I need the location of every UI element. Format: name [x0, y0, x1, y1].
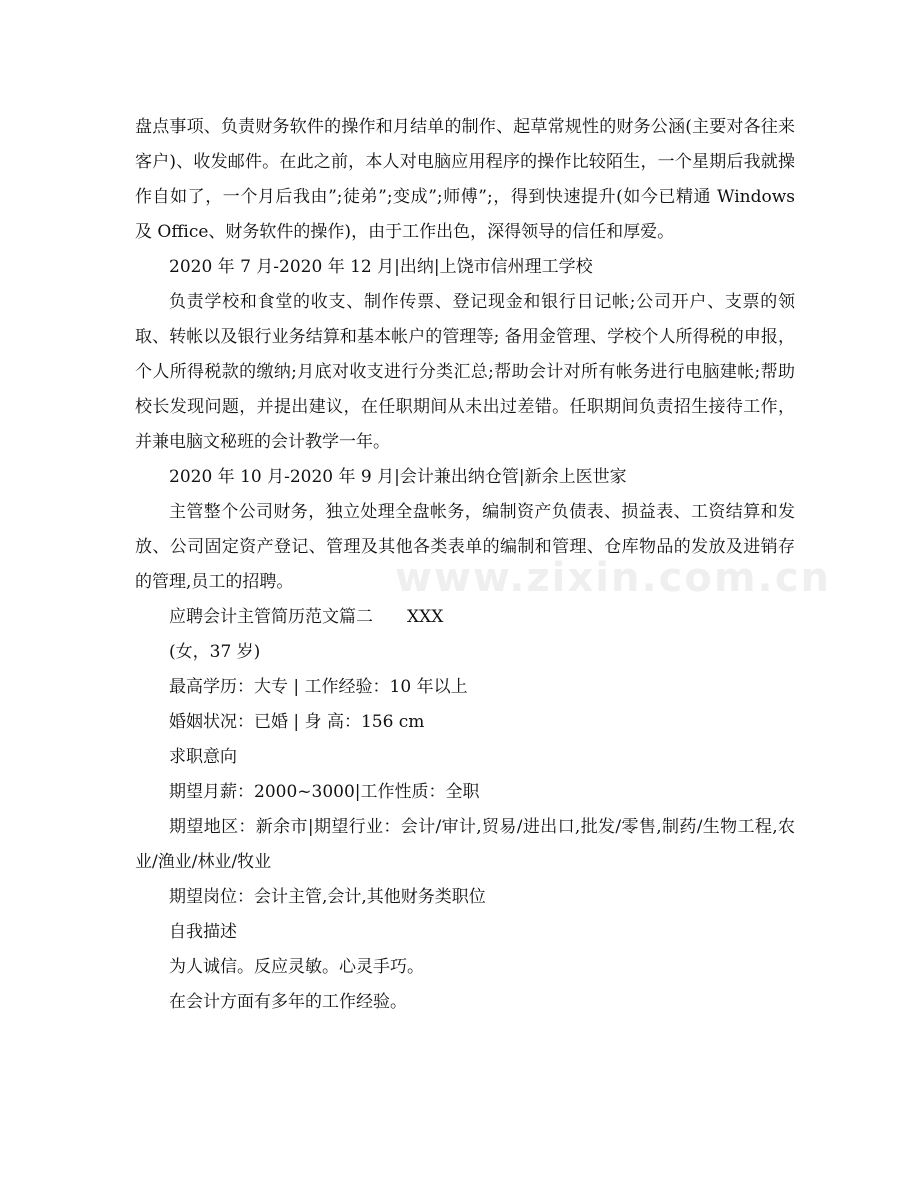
gender-age: (女，37 岁)	[169, 642, 261, 662]
heading-job-intention: 求职意向	[169, 747, 237, 767]
paragraph-cashier-duties: 负责学校和食堂的收支、制作传票、登记现金和银行日记帐;公司开户、支票的领取、转帐以及银行业务结算和基本帐户的管理等; 备用金管理、学校个人所得税的申报，个人所得税款的缴纳;月底对收支进行分类汇总;帮助会计对所有帐务进行电脑建帐;帮助校长发现问题，并提出建议，在任职期间从未出过差错。任职期间负责招生接待工作，并兼电脑文秘班的会计教学一年。	[135, 292, 795, 452]
marital-height: 婚姻状况：已婚 | 身 高：156 cm	[169, 712, 425, 732]
heading-self-description: 自我描述	[169, 922, 237, 942]
self-description-line-1: 为人诚信。反应灵敏。心灵手巧。	[169, 957, 424, 977]
self-description-line-2: 在会计方面有多年的工作经验。	[169, 992, 407, 1012]
document-body	[135, 110, 831, 1020]
job-entry-accountant-warehouse: 2020 年 10 月-2020 年 9 月|会计兼出纳仓管|新余上医世家	[169, 467, 627, 487]
watermark: www.zixin.com.cn	[395, 555, 831, 601]
expected-region-industry: 期望地区：新余市|期望行业：会计/审计,贸易/进出口,批发/零售,制药/生物工程,农业/渔业/林业/牧业	[135, 817, 795, 872]
section-title-resume-two: 应聘会计主管简历范文篇二 XXX	[169, 607, 444, 627]
paragraph-duties-continued: 盘点事项、负责财务软件的操作和月结单的制作、起草常规性的财务公涵(主要对各往来客户)、收发邮件。在此之前，本人对电脑应用程序的操作比较陌生，一个星期后我就操作自如了，一个月后我由”;徒弟”;变成”;师傅”;，得到快速提升(如今已精通 Windows 及 Office、财务软件的操作)，由于工作出色，深得领导的信任和厚爱。	[135, 117, 795, 242]
expected-salary: 期望月薪：2000~3000|工作性质：全职	[169, 782, 480, 802]
paragraph-accountant-duties: 主管整个公司财务，独立处理全盘帐务，编制资产负债表、损益表、工资结算和发放、公司固定资产登记、管理及其他各类表单的编制和管理、仓库物品的发放及进销存的管理,员工的招聘。	[135, 502, 795, 592]
expected-position: 期望岗位：会计主管,会计,其他财务类职位	[169, 887, 486, 907]
job-entry-cashier-school: 2020 年 7 月-2020 年 12 月|出纳|上饶市信州理工学校	[169, 257, 593, 277]
education-experience: 最高学历：大专 | 工作经验：10 年以上	[169, 677, 468, 697]
